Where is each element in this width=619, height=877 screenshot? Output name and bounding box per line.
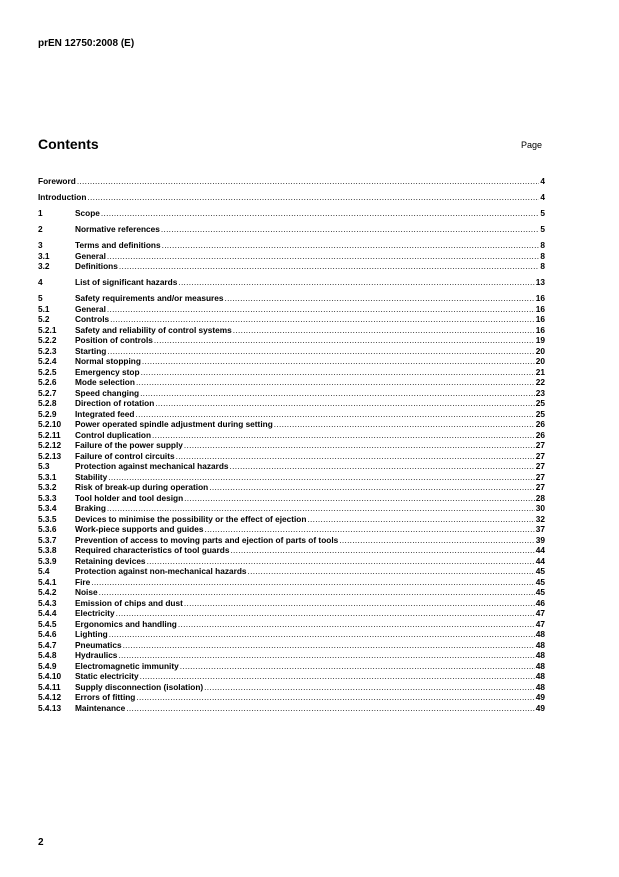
toc-entry-title: Static electricity bbox=[75, 671, 139, 681]
toc-entry[interactable] bbox=[38, 682, 545, 693]
toc-entry-title: Introduction bbox=[38, 192, 87, 202]
page-number: 2 bbox=[38, 837, 44, 848]
toc-entry-title: Prevention of access to moving parts and ejection of parts of tools bbox=[75, 534, 339, 545]
toc-entry-page: 45 bbox=[535, 587, 545, 597]
toc-entry-number: 5.3.6 bbox=[38, 524, 57, 534]
toc-entry-number: 5.4.2 bbox=[38, 587, 57, 597]
toc-entry[interactable] bbox=[38, 661, 545, 672]
toc-entry-page: 26 bbox=[535, 419, 545, 429]
toc-entry-number: 5.2.11 bbox=[38, 429, 61, 440]
toc-entry[interactable] bbox=[38, 325, 545, 336]
toc-entry[interactable] bbox=[38, 261, 545, 272]
dot-leader bbox=[230, 545, 534, 556]
toc-entry[interactable] bbox=[38, 619, 545, 630]
toc-entry[interactable] bbox=[38, 240, 545, 251]
toc-entry-title: Maintenance bbox=[75, 702, 126, 713]
toc-entry-title: Errors of fitting bbox=[75, 692, 136, 702]
toc-entry-title: Controls bbox=[75, 314, 110, 324]
dot-leader bbox=[118, 650, 534, 661]
toc-entry-page: 4 bbox=[540, 176, 545, 186]
toc-entry-title: Mode selection bbox=[75, 377, 135, 387]
toc-entry-page: 46 bbox=[535, 597, 545, 608]
toc-entry-number: 5.2.7 bbox=[38, 387, 57, 398]
dot-leader bbox=[116, 608, 535, 619]
toc-entry-number: 5.4.7 bbox=[38, 639, 57, 650]
toc-entry-number: 5.3.4 bbox=[38, 503, 57, 513]
toc-entry-page: 20 bbox=[535, 345, 545, 356]
toc-entry-page: 47 bbox=[535, 618, 545, 629]
toc-entry-number: 5.4 bbox=[38, 566, 50, 576]
toc-entry[interactable] bbox=[38, 224, 545, 235]
toc-entry-page: 48 bbox=[535, 660, 545, 671]
toc-entry-page: 16 bbox=[535, 293, 545, 303]
dot-leader bbox=[107, 503, 535, 514]
toc-entry-number: 5.2.8 bbox=[38, 398, 57, 408]
toc-entry[interactable] bbox=[38, 608, 545, 619]
toc-entry-number: 5.3.3 bbox=[38, 492, 57, 503]
toc-entry-title: Lighting bbox=[75, 629, 108, 639]
toc-entry-title: Starting bbox=[75, 345, 107, 356]
dot-leader bbox=[140, 671, 535, 682]
toc-entry[interactable] bbox=[38, 430, 545, 441]
toc-entry-number: 5.2.2 bbox=[38, 335, 57, 345]
toc-entry-page: 16 bbox=[535, 324, 545, 335]
dot-leader bbox=[184, 440, 535, 451]
toc-entry-page: 30 bbox=[535, 503, 545, 513]
toc-entry-title: Failure of the power supply bbox=[75, 440, 183, 450]
toc-entry[interactable] bbox=[38, 703, 545, 714]
toc-entry-title: Supply disconnection (isolation) bbox=[75, 681, 204, 692]
toc-entry-number: 5.4.5 bbox=[38, 618, 57, 629]
dot-leader bbox=[178, 619, 535, 630]
toc-entry-page: 48 bbox=[535, 639, 545, 650]
toc-entry-page: 37 bbox=[535, 524, 545, 534]
toc-entry[interactable] bbox=[38, 440, 545, 451]
toc-entry[interactable] bbox=[38, 451, 545, 462]
toc-entry-number: 5.2.6 bbox=[38, 377, 57, 387]
toc-entry[interactable] bbox=[38, 514, 545, 525]
toc-entry-number: 5.4.3 bbox=[38, 597, 57, 608]
toc-entry[interactable] bbox=[38, 388, 545, 399]
dot-leader bbox=[154, 335, 535, 346]
toc-entry-page: 26 bbox=[535, 429, 545, 440]
toc-entry-number: 5.2.4 bbox=[38, 356, 57, 366]
toc-entry[interactable] bbox=[38, 293, 545, 304]
toc-entry-number: 5.2.9 bbox=[38, 408, 57, 419]
toc-entry-page: 23 bbox=[535, 387, 545, 398]
dot-leader bbox=[184, 493, 535, 504]
toc-entry-page: 45 bbox=[535, 576, 545, 587]
toc-entry-page: 48 bbox=[535, 629, 545, 639]
toc-entry[interactable] bbox=[38, 545, 545, 556]
toc-entry-title: Fire bbox=[75, 576, 91, 587]
toc-entry-page: 16 bbox=[535, 303, 545, 314]
dot-leader bbox=[91, 577, 535, 588]
toc-entry-page: 25 bbox=[535, 408, 545, 419]
toc-entry[interactable] bbox=[38, 577, 545, 588]
dot-leader bbox=[155, 398, 534, 409]
toc-entry-title: Electromagnetic immunity bbox=[75, 660, 179, 671]
dot-leader bbox=[77, 176, 540, 187]
toc-entry-title: General bbox=[75, 250, 106, 261]
toc-entry-page: 32 bbox=[535, 513, 545, 524]
toc-entry-number: 5.2.13 bbox=[38, 450, 62, 461]
page-column-label: Page bbox=[521, 140, 543, 150]
dot-leader bbox=[119, 261, 540, 272]
toc-entry-title: Normative references bbox=[75, 224, 160, 234]
dot-leader bbox=[136, 377, 535, 388]
toc-entry[interactable] bbox=[38, 419, 545, 430]
toc-entry[interactable] bbox=[38, 650, 545, 661]
toc-entry-title: Control duplication bbox=[75, 429, 152, 440]
dot-leader bbox=[101, 208, 539, 219]
toc-entry-number: 5.4.13 bbox=[38, 702, 62, 713]
toc-entry[interactable] bbox=[38, 587, 545, 598]
toc-entry-page: 5 bbox=[540, 208, 545, 218]
dot-leader bbox=[184, 598, 535, 609]
toc-entry-number: 5.2.10 bbox=[38, 419, 62, 429]
toc-entry-page: 27 bbox=[535, 471, 545, 482]
dot-leader bbox=[274, 419, 535, 430]
dot-leader bbox=[108, 472, 534, 483]
dot-leader bbox=[339, 535, 535, 546]
toc-entry[interactable] bbox=[38, 503, 545, 514]
toc-entry-number: 5.3.2 bbox=[38, 482, 57, 492]
table-of-contents bbox=[38, 176, 545, 713]
toc-entry-number: 5.4.4 bbox=[38, 608, 57, 618]
toc-entry[interactable] bbox=[38, 398, 545, 409]
toc-entry[interactable] bbox=[38, 346, 545, 357]
toc-entry[interactable] bbox=[38, 409, 545, 420]
toc-entry-title: Direction of rotation bbox=[75, 398, 155, 408]
toc-entry-title: Speed changing bbox=[75, 387, 140, 398]
toc-entry-title: Tool holder and tool design bbox=[75, 492, 184, 503]
dot-leader bbox=[178, 277, 534, 288]
document-header: prEN 12750:2008 (E) bbox=[38, 38, 135, 49]
toc-entry-title: General bbox=[75, 303, 106, 314]
toc-entry-number: 5.4.1 bbox=[38, 576, 57, 587]
toc-entry-number: 2 bbox=[38, 224, 43, 234]
toc-entry-title: Normal stopping bbox=[75, 356, 141, 366]
dot-leader bbox=[123, 640, 535, 651]
toc-entry[interactable] bbox=[38, 566, 545, 577]
toc-entry[interactable] bbox=[38, 461, 545, 472]
toc-entry[interactable] bbox=[38, 304, 545, 315]
toc-entry-title: Noise bbox=[75, 587, 98, 597]
toc-entry-page: 44 bbox=[535, 545, 545, 555]
toc-entry-title: List of significant hazards bbox=[75, 277, 178, 287]
toc-entry-title: Hydraulics bbox=[75, 650, 118, 660]
toc-entry-page: 27 bbox=[535, 482, 545, 492]
toc-entry-number: 5.4.9 bbox=[38, 660, 57, 671]
toc-entry-title: Definitions bbox=[75, 261, 118, 271]
toc-entry-page: 5 bbox=[540, 224, 545, 234]
toc-entry-title: Integrated feed bbox=[75, 408, 135, 419]
toc-entry-page: 25 bbox=[535, 398, 545, 408]
toc-entry-title: Required characteristics of tool guards bbox=[75, 545, 230, 555]
dot-leader bbox=[176, 451, 535, 462]
toc-entry[interactable] bbox=[38, 356, 545, 367]
toc-entry[interactable] bbox=[38, 493, 545, 504]
toc-entry[interactable] bbox=[38, 535, 545, 546]
toc-entry-page: 44 bbox=[535, 555, 545, 566]
toc-entry-title: Power operated spindle adjustment during setting bbox=[75, 419, 273, 429]
toc-entry-number: 5.4.10 bbox=[38, 671, 62, 681]
toc-entry[interactable] bbox=[38, 192, 545, 203]
dot-leader bbox=[87, 192, 539, 203]
toc-entry-title: Protection against mechanical hazards bbox=[75, 461, 229, 471]
dot-leader bbox=[230, 461, 535, 472]
toc-entry-page: 13 bbox=[535, 277, 545, 287]
dot-leader bbox=[162, 240, 540, 251]
toc-entry-number: 3.2 bbox=[38, 261, 50, 271]
toc-entry-page: 27 bbox=[535, 461, 545, 471]
toc-entry-title: Work-piece supports and guides bbox=[75, 524, 204, 534]
dot-leader bbox=[135, 409, 534, 420]
toc-entry[interactable] bbox=[38, 524, 545, 535]
toc-entry[interactable] bbox=[38, 472, 545, 483]
toc-entry-title: Scope bbox=[75, 208, 100, 218]
toc-entry-page: 19 bbox=[535, 335, 545, 345]
toc-entry-number: 5.3.9 bbox=[38, 555, 57, 566]
toc-entry-page: 8 bbox=[540, 240, 545, 250]
toc-entry-page: 47 bbox=[535, 608, 545, 618]
toc-entry-number: 1 bbox=[38, 208, 43, 218]
contents-title: Contents bbox=[38, 136, 99, 152]
toc-entry-title: Retaining devices bbox=[75, 555, 146, 566]
toc-entry-title: Devices to minimise the possibility or the effect of ejection bbox=[75, 513, 307, 524]
toc-entry-number: 5.4.8 bbox=[38, 650, 57, 660]
toc-entry-number: 5.4.6 bbox=[38, 629, 57, 639]
toc-entry-title: Failure of control circuits bbox=[75, 450, 175, 461]
dot-leader bbox=[248, 566, 535, 577]
dot-leader bbox=[107, 304, 535, 315]
toc-entry-number: 3 bbox=[38, 240, 43, 250]
dot-leader bbox=[147, 556, 535, 567]
toc-entry-page: 39 bbox=[535, 534, 545, 545]
toc-entry-number: 4 bbox=[38, 277, 43, 287]
toc-entry[interactable] bbox=[38, 598, 545, 609]
toc-entry-number: 5.3.1 bbox=[38, 471, 57, 482]
dot-leader bbox=[107, 346, 534, 357]
toc-entry[interactable] bbox=[38, 367, 545, 378]
toc-entry-number: 5.3.7 bbox=[38, 534, 57, 545]
toc-entry-number: 5.2.3 bbox=[38, 345, 57, 356]
toc-entry-page: 45 bbox=[535, 566, 545, 576]
toc-entry[interactable] bbox=[38, 335, 545, 346]
toc-entry-number: 5.3.5 bbox=[38, 513, 57, 524]
toc-entry-number: 5.2.12 bbox=[38, 440, 62, 450]
toc-entry-number: 5.2.5 bbox=[38, 366, 57, 377]
toc-entry-title: Foreword bbox=[38, 176, 76, 186]
toc-entry[interactable] bbox=[38, 176, 545, 187]
toc-entry-page: 4 bbox=[540, 192, 545, 202]
toc-entry-page: 48 bbox=[535, 681, 545, 692]
toc-entry-page: 8 bbox=[540, 250, 545, 261]
toc-entry-title: Emergency stop bbox=[75, 366, 140, 377]
dot-leader bbox=[204, 524, 534, 535]
toc-entry-number: 5.1 bbox=[38, 303, 50, 314]
toc-entry-page: 48 bbox=[535, 671, 545, 681]
toc-entry[interactable] bbox=[38, 692, 545, 703]
toc-entry[interactable] bbox=[38, 556, 545, 567]
dot-leader bbox=[110, 314, 535, 325]
dot-leader bbox=[224, 293, 534, 304]
toc-entry-page: 49 bbox=[535, 692, 545, 702]
dot-leader bbox=[307, 514, 534, 525]
toc-entry-number: 5.2 bbox=[38, 314, 50, 324]
dot-leader bbox=[161, 224, 540, 235]
dot-leader bbox=[107, 251, 539, 262]
toc-entry-title: Stability bbox=[75, 471, 108, 482]
toc-entry-number: 5.3 bbox=[38, 461, 50, 471]
toc-entry-page: 22 bbox=[535, 377, 545, 387]
toc-entry-title: Position of controls bbox=[75, 335, 153, 345]
dot-leader bbox=[180, 661, 535, 672]
toc-entry-number: 5.2.1 bbox=[38, 324, 57, 335]
toc-entry[interactable] bbox=[38, 640, 545, 651]
toc-entry[interactable] bbox=[38, 671, 545, 682]
dot-leader bbox=[233, 325, 535, 336]
dot-leader bbox=[140, 388, 535, 399]
dot-leader bbox=[141, 367, 535, 378]
toc-entry-page: 28 bbox=[535, 492, 545, 503]
toc-entry-title: Braking bbox=[75, 503, 106, 513]
dot-leader bbox=[209, 482, 535, 493]
toc-entry[interactable] bbox=[38, 377, 545, 388]
dot-leader bbox=[142, 356, 535, 367]
toc-entry-title: Safety requirements and/or measures bbox=[75, 293, 224, 303]
toc-entry-title: Pneumatics bbox=[75, 639, 122, 650]
toc-entry-page: 27 bbox=[535, 450, 545, 461]
toc-entry-page: 8 bbox=[540, 261, 545, 271]
toc-entry-title: Protection against non-mechanical hazards bbox=[75, 566, 247, 576]
toc-entry[interactable] bbox=[38, 629, 545, 640]
toc-entry-title: Emission of chips and dust bbox=[75, 597, 183, 608]
toc-entry-title: Ergonomics and handling bbox=[75, 618, 177, 629]
toc-entry-title: Electricity bbox=[75, 608, 115, 618]
dot-leader bbox=[99, 587, 535, 598]
dot-leader bbox=[204, 682, 535, 693]
toc-entry-page: 16 bbox=[535, 314, 545, 324]
toc-entry-number: 5.4.12 bbox=[38, 692, 62, 702]
toc-entry-number: 5.4.11 bbox=[38, 681, 61, 692]
toc-entry-title: Safety and reliability of control systems bbox=[75, 324, 232, 335]
toc-entry[interactable] bbox=[38, 277, 545, 288]
toc-entry-number: 5 bbox=[38, 293, 43, 303]
toc-entry[interactable] bbox=[38, 482, 545, 493]
toc-entry-title: Terms and definitions bbox=[75, 240, 161, 250]
toc-entry[interactable] bbox=[38, 314, 545, 325]
dot-leader bbox=[152, 430, 535, 441]
toc-entry[interactable] bbox=[38, 251, 545, 262]
toc-entry-page: 21 bbox=[535, 366, 545, 377]
toc-entry-page: 27 bbox=[535, 440, 545, 450]
toc-entry-title: Risk of break-up during operation bbox=[75, 482, 209, 492]
toc-entry-number: 5.3.8 bbox=[38, 545, 57, 555]
toc-entry-page: 49 bbox=[535, 702, 545, 713]
toc-entry-page: 20 bbox=[535, 356, 545, 366]
dot-leader bbox=[136, 692, 534, 703]
dot-leader bbox=[126, 703, 535, 714]
toc-entry[interactable] bbox=[38, 208, 545, 219]
toc-entry-page: 48 bbox=[535, 650, 545, 660]
dot-leader bbox=[109, 629, 535, 640]
toc-entry-number: 3.1 bbox=[38, 250, 50, 261]
